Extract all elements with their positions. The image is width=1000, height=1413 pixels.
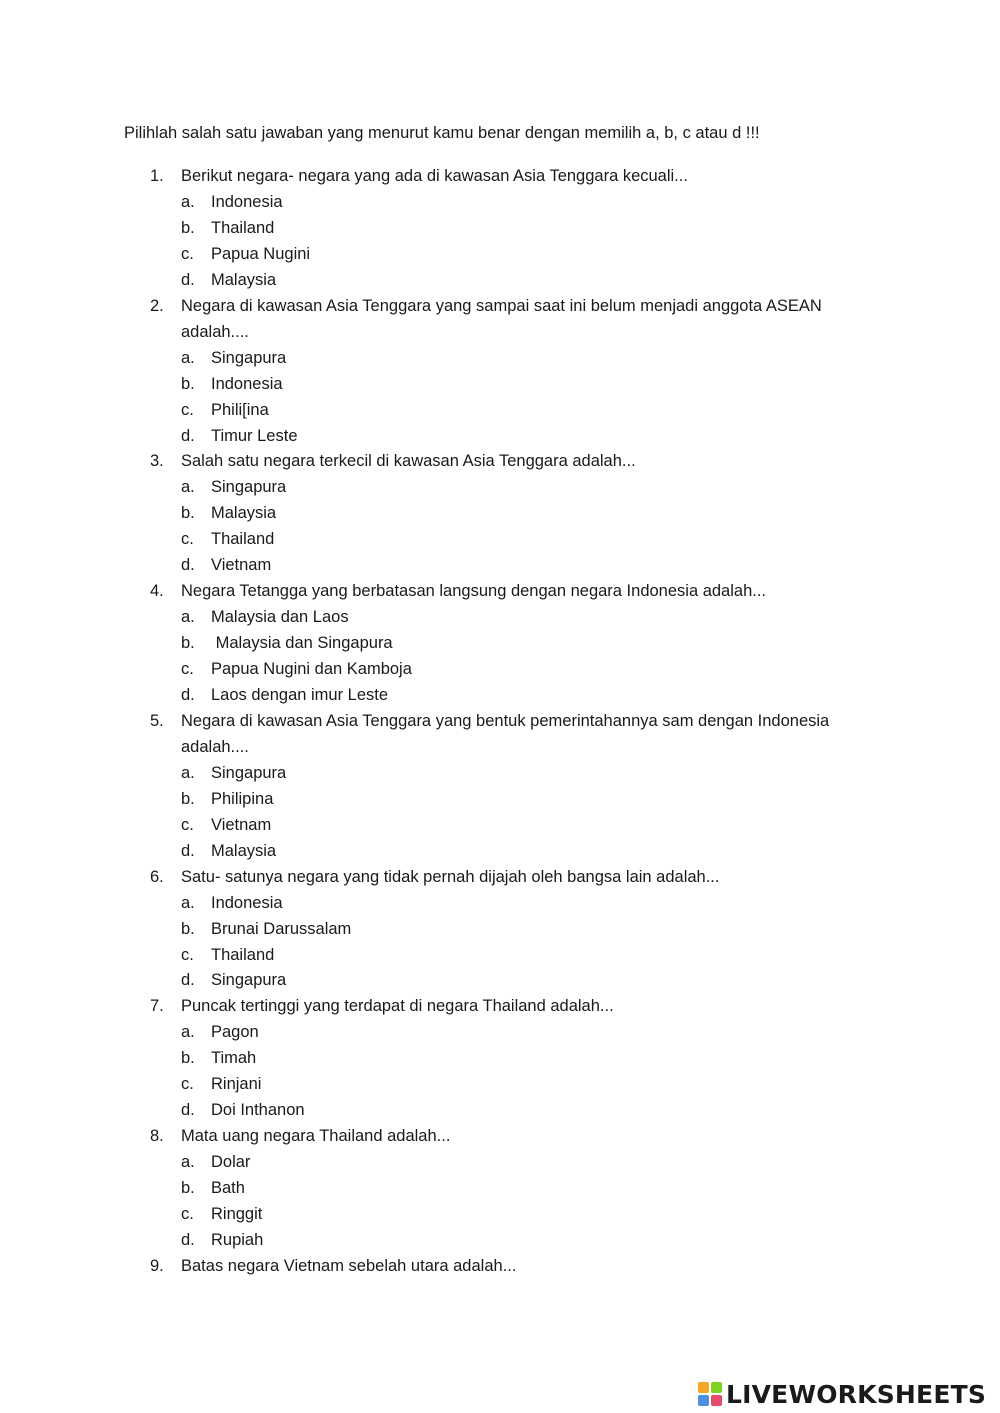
option-letter: d. — [181, 426, 195, 445]
option-text: Singapura — [211, 763, 287, 782]
option-letter: d. — [181, 270, 195, 289]
option-text: Bath — [211, 1179, 245, 1198]
option-text: Ringgit — [211, 1205, 263, 1223]
question-number: 2. — [150, 296, 164, 315]
option-text: Singapura — [211, 478, 287, 497]
question-text: Negara di kawasan Asia Tenggara yang bentuk pemerintahannya sam dengan Indonesia — [181, 711, 830, 730]
option-letter: c. — [181, 1205, 194, 1223]
question-number: 1. — [150, 167, 164, 185]
question-text: Puncak tertinggi yang terdapat di negara Thailand adalah... — [181, 997, 614, 1016]
option-text: Papua Nugini — [211, 244, 311, 263]
option-text: Singapura — [211, 348, 287, 367]
option-letter: c. — [181, 945, 194, 964]
option-text: Rinjani — [211, 1075, 262, 1094]
option-letter: d. — [181, 1101, 195, 1120]
instruction-text: Pilihlah salah satu jawaban yang menurut kamu benar dengan memilih a, b, c atau d !!! — [124, 124, 760, 142]
option-text: Thailand — [211, 218, 275, 237]
question-text: Negara di kawasan Asia Tenggara yang sampai saat ini belum menjadi anggota ASEAN — [181, 296, 822, 315]
option-letter: c. — [181, 1075, 194, 1094]
option-letter: a. — [181, 763, 195, 782]
option-letter: d. — [181, 841, 195, 860]
option-text: Rupiah — [211, 1230, 264, 1249]
option-text: Singapura — [211, 971, 287, 990]
option-text: Indonesia — [211, 374, 283, 393]
option-text: Malaysia — [211, 504, 277, 523]
option-letter: d. — [181, 556, 195, 575]
option-text: Philipina — [211, 789, 274, 808]
option-letter: b. — [181, 218, 195, 237]
option-text: Vietnam — [211, 556, 272, 575]
question-number: 8. — [150, 1127, 164, 1146]
option-text: Papua Nugini dan Kamboja — [211, 660, 412, 679]
question-text: Negara Tetangga yang berbatasan langsung dengan negara Indonesia adalah... — [181, 582, 767, 601]
option-text: Thailand — [211, 530, 275, 549]
option-letter: b. — [181, 789, 195, 808]
question-number: 3. — [150, 452, 164, 471]
option-text: Timur Leste — [211, 426, 298, 445]
option-letter: a. — [181, 192, 195, 211]
liveworksheets-logo — [698, 1378, 986, 1410]
logo-blocks-icon — [698, 1382, 722, 1406]
logo-text: LIVEWORKSHEETS — [726, 1379, 987, 1409]
option-text: Malaysia dan Laos — [211, 608, 349, 627]
option-letter: c. — [181, 400, 194, 419]
option-letter: a. — [181, 478, 195, 497]
option-text: Dolar — [211, 1153, 251, 1172]
option-text: Malaysia — [211, 841, 277, 860]
option-text: Doi Inthanon — [211, 1101, 305, 1120]
option-text: Vietnam — [211, 815, 272, 834]
option-letter: d. — [181, 971, 195, 990]
option-letter: a. — [181, 608, 195, 627]
option-text: Phili[ina — [211, 400, 269, 419]
question-number: 5. — [150, 711, 164, 730]
option-letter: d. — [181, 1230, 195, 1249]
question-text: adalah.... — [181, 322, 249, 341]
option-text: Indonesia — [211, 192, 283, 211]
question-number: 4. — [150, 582, 164, 601]
option-letter: d. — [181, 686, 195, 704]
option-text: Malaysia dan Singapura — [211, 634, 393, 653]
option-letter: a. — [181, 1023, 195, 1042]
option-letter: c. — [181, 244, 194, 263]
option-letter: c. — [181, 815, 194, 834]
option-text: Timah — [211, 1049, 257, 1068]
question-text: Satu- satunya negara yang tidak pernah dijajah oleh bangsa lain adalah... — [181, 867, 720, 886]
question-text: adalah.... — [181, 737, 249, 756]
option-text: Pagon — [211, 1023, 259, 1042]
option-text: Brunai Darussalam — [211, 919, 352, 938]
question-text: Batas negara Vietnam sebelah utara adalah... — [181, 1256, 517, 1275]
option-letter: b. — [181, 1179, 195, 1198]
option-letter: b. — [181, 374, 195, 393]
option-letter: a. — [181, 348, 195, 367]
option-letter: b. — [181, 504, 195, 523]
question-text: Mata uang negara Thailand adalah... — [181, 1127, 451, 1146]
question-number: 7. — [150, 997, 164, 1016]
question-text: Salah satu negara terkecil di kawasan Asia Tenggara adalah... — [181, 452, 636, 471]
option-letter: c. — [181, 660, 194, 679]
question-number: 9. — [150, 1256, 164, 1275]
option-letter: a. — [181, 1153, 195, 1172]
question-text: Berikut negara- negara yang ada di kawasan Asia Tenggara kecuali... — [181, 167, 688, 185]
option-text: Laos dengan imur Leste — [211, 686, 389, 704]
option-letter: b. — [181, 919, 195, 938]
option-text: Malaysia — [211, 270, 277, 289]
option-letter: c. — [181, 530, 194, 549]
option-letter: b. — [181, 634, 195, 653]
question-number: 6. — [150, 867, 164, 886]
option-text: Indonesia — [211, 893, 283, 912]
option-text: Thailand — [211, 945, 275, 964]
option-letter: b. — [181, 1049, 195, 1068]
option-letter: a. — [181, 893, 195, 912]
